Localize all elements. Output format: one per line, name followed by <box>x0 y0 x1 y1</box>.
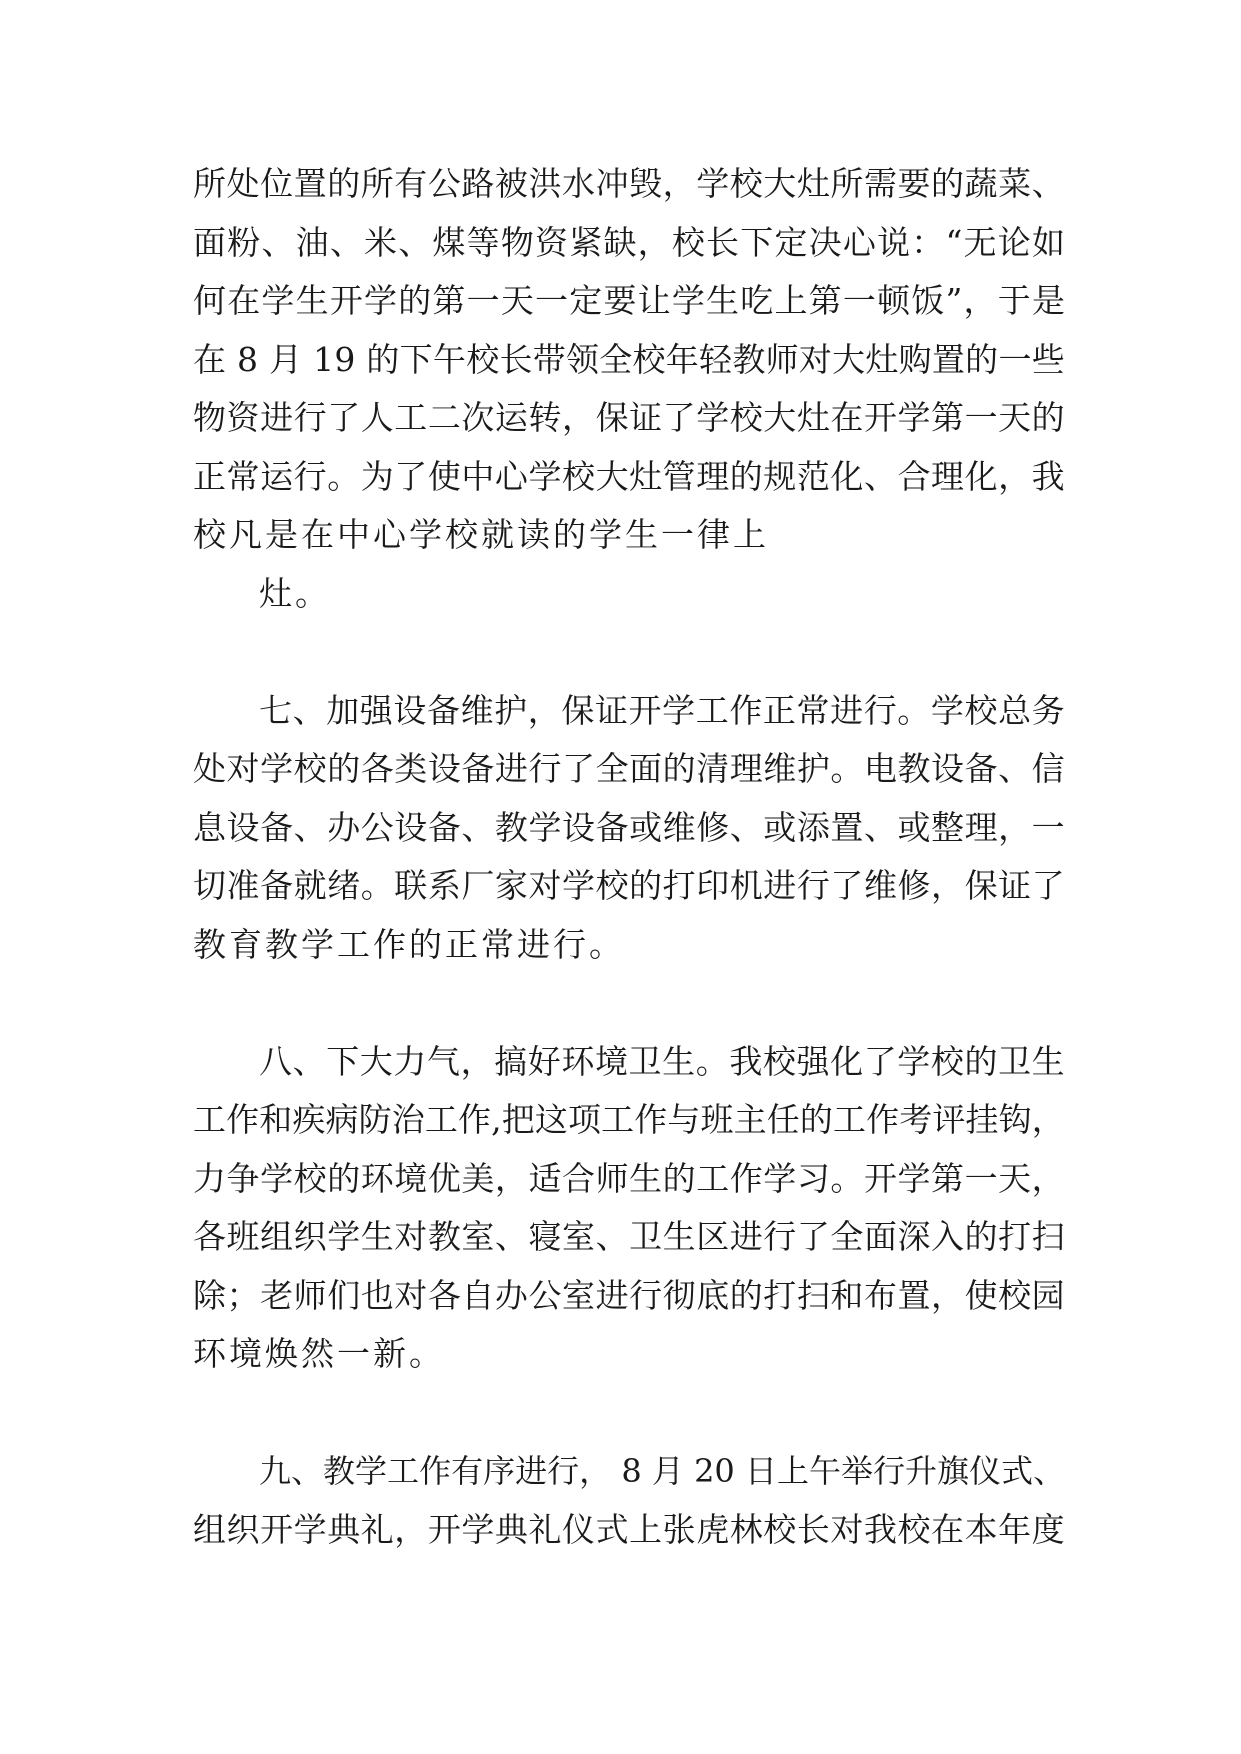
text-line: 七 、 加 强 设 备 维 护 ， 保 证 开 学 工 作 正 常 进 行 。 学 校 总 务 <box>259 690 1065 730</box>
text-line: 所 处 位 置 的 所 有 公 路 被 洪 水 冲 毁 ， 学 校 大 灶 所 需 要 的 蔬 菜 、 <box>193 164 1065 203</box>
text-line: 何 在 学 生 开 学 的 第 一 天 一 定 要 让 学 生 吃 上 第 一 顿 饭 ” ， 于 是 <box>193 281 1065 320</box>
paragraph-teaching <box>193 1442 1065 1559</box>
paragraph-spacer <box>193 623 1065 682</box>
text-line: 息 设 备 、 办 公 设 备 、 教 学 设 备 或 维 修 、 或 添 置 、 或 整 理 ， 一 <box>193 807 1065 847</box>
text-line: 力 争 学 校 的 环 境 优 美 ， 适 合 师 生 的 工 作 学 习 。 开 学 第 一 天 ， <box>193 1158 1065 1198</box>
text-line: 物 资 进 行 了 人 工 二 次 运 转 ， 保 证 了 学 校 大 灶 在 开 学 第 一 天 的 <box>193 398 1065 437</box>
paragraph-spacer <box>193 974 1065 1033</box>
document-page <box>193 155 1065 1559</box>
text-line: 各 班 组 织 学 生 对 教 室 、 寝 室 、 卫 生 区 进 行 了 全 面 深 入 的 打 扫 <box>193 1217 1065 1256</box>
paragraph-canteen <box>193 155 1065 623</box>
text-line: 工 作 和 疾 病 防 治 工 作 , 把 这 项 工 作 与 班 主 任 的 工 作 考 评 挂 钩 ， <box>193 1100 1065 1139</box>
text-line: 教育教学工作的正常进行。 <box>193 924 625 964</box>
text-line: 九 、 教 学 工 作 有 序 进 行 ， 8 月 2 0 日 上 午 举 行 升 旗 仪 式 、 <box>259 1452 1066 1490</box>
text-line: 切 准 备 就 绪 。 联 系 厂 家 对 学 校 的 打 印 机 进 行 了 维 修 ， 保 证 了 <box>193 866 1065 905</box>
text-line: 面 粉 、 油 、 米 、 煤 等 物 资 紧 缺 ， 校 长 下 定 决 心 说 ： “ 无 论 如 <box>193 222 1065 262</box>
paragraph-equipment <box>193 682 1065 975</box>
text-line: 在 8 月 1 9 的 下 午 校 长 带 领 全 校 年 轻 教 师 对 大 灶 购 置 的 一 些 <box>193 339 1065 379</box>
text-line: 正 常 运 行 。 为 了 使 中 心 学 校 大 灶 管 理 的 规 范 化 、 合 理 化 ， 我 <box>193 456 1065 496</box>
paragraph-spacer <box>193 1384 1065 1443</box>
text-line: 八 、 下 大 力 气 ， 搞 好 环 境 卫 生 。 我 校 强 化 了 学 校 的 卫 生 <box>259 1041 1065 1081</box>
text-line: 环境焕然一新。 <box>193 1334 445 1373</box>
text-line: 组 织 开 学 典 礼 ， 开 学 典 礼 仪 式 上 张 虎 林 校 长 对 我 校 在 本 年 度 <box>193 1509 1065 1549</box>
paragraph-hygiene <box>193 1033 1065 1384</box>
text-line: 灶。 <box>259 573 331 613</box>
text-line: 校凡是在中心学校就读的学生一律上 <box>193 515 769 554</box>
text-line: 除 ； 老 师 们 也 对 各 自 办 公 室 进 行 彻 底 的 打 扫 和 布 置 ， 使 校 园 <box>193 1275 1065 1315</box>
text-line: 处 对 学 校 的 各 类 设 备 进 行 了 全 面 的 清 理 维 护 。 电 教 设 备 、 信 <box>193 749 1065 788</box>
